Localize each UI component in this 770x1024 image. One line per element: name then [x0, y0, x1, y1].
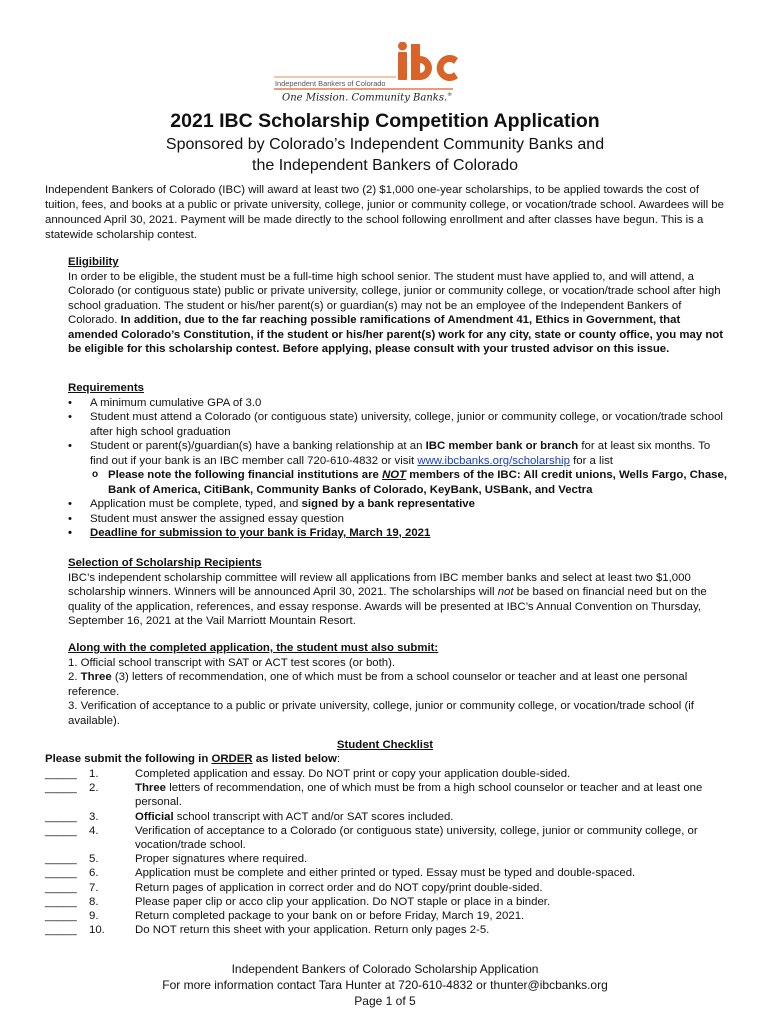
eligibility-heading: Eligibility [68, 256, 119, 268]
checklist-blank[interactable]: _____ [45, 810, 77, 823]
checklist-text: Return pages of application in correct order and do NOT copy/print double-sided. [135, 881, 543, 894]
checklist-item [45, 923, 735, 937]
requirement-item: • Student must attend a Colorado (or contiguous state) university, college, junior or community college, or vocation/trade school after high school graduation [68, 410, 728, 439]
checklist-item [45, 895, 735, 909]
checklist-number: 5. [89, 853, 99, 866]
requirement-subitem: o Please note the following financial institutions are NOT members of the IBC: All credit unions, Wells Fargo, Chase, Bank of America, CitiBank, Community Banks of Colorado, KeyBank, USBank, and Vectra [90, 468, 728, 497]
checklist-item [45, 852, 735, 866]
checklist-number: 1. [89, 768, 99, 780]
page-title: 2021 IBC Scholarship Competition Application [170, 110, 600, 132]
checklist-number: 8. [89, 895, 99, 908]
checklist-item [45, 810, 735, 824]
checklist-text: Official school transcript with ACT and/or SAT scores included. [135, 810, 454, 823]
checklist-text: Application must be complete and either printed or typed. Essay must be typed and double-spaced. [135, 867, 636, 880]
checklist [45, 767, 735, 937]
eligibility-text: In order to be eligible, the student must be a full-time high school senior. The student must have applied to, and will attend, a Colorado (or contiguous state) public or private university, college, junior or community college, or vocation/trade school after high school graduation. The student or his/her parent(s) or guardian(s) may not be an employee of the Independent Bankers of Colorado. In addition, due to the far reaching possible ramifications of Amendment 41, Ethics in Government, that amended Colorado’s Constitution, if the student or his/her parent(s) work for any city, state or county office, you may not be eligible for this scholarship contest. Before applying, please consult with your trusted advisor on this issue. [68, 270, 724, 355]
checklist-number: 4. [89, 824, 99, 837]
checklist-item [45, 767, 735, 781]
logo-tagline: One Mission. Community Banks.® [282, 92, 453, 104]
requirement-item: • Application must be complete, typed, and signed by a bank representative [68, 497, 728, 512]
checklist-item [45, 824, 735, 852]
requirements-list [68, 396, 728, 541]
checklist-number: 6. [89, 867, 99, 880]
logo-org-name: Independent Bankers of Colorado [275, 79, 386, 88]
requirement-item: • Student must answer the assigned essay question [68, 512, 728, 527]
submit-line: 3. Verification of acceptance to a public or private university, college, junior or community college, or vocation/trade school (if available). [68, 700, 694, 727]
requirement-deadline: • Deadline for submission to your bank is Friday, March 19, 2021 [68, 526, 728, 541]
checklist-item [45, 909, 735, 923]
requirements-section [68, 381, 728, 541]
checklist-blank[interactable]: _____ [45, 881, 77, 894]
checklist-blank[interactable]: _____ [45, 924, 77, 937]
footer-page-number: Page 1 of 5 [354, 994, 416, 1008]
intro-paragraph: Independent Bankers of Colorado (IBC) will award at least two (2) $1,000 one-year scholarships, to be applied towards the cost of tuition, fees, and books at a public or private university, college, junior or community college, or vocation/trade school. Awardees will be announced April 30, 2021. Payment will be made directly to the school following enrollment and after classes have begun. This is a statewide scholarship contest. [45, 184, 724, 241]
checklist-number: 10. [89, 924, 105, 937]
submit-line: 2. Three (3) letters of recommendation, one of which must be from a school counselor or teacher and at least one personal reference. [68, 671, 688, 698]
footer-contact: For more information contact Tara Hunter at 720-610-4832 or thunter@ibcbanks.org [162, 978, 608, 992]
ibc-logo [270, 42, 460, 106]
checklist-lead: Please submit the following in ORDER as listed below: [45, 753, 340, 765]
requirements-heading: Requirements [68, 382, 144, 394]
footer-title: Independent Bankers of Colorado Scholarship Application [231, 962, 539, 976]
checklist-text: Verification of acceptance to a Colorado (or contiguous state) university, college, junior or community college, or vocation/trade school. [135, 824, 698, 852]
checklist-blank[interactable]: _____ [45, 768, 77, 780]
checklist-text: Please paper clip or acco clip your application. Do NOT staple or place in a binder. [135, 895, 551, 908]
checklist-text: Proper signatures where required. [135, 853, 308, 866]
checklist-item [45, 866, 735, 880]
page-subtitle: Sponsored by Colorado’s Independent Community Banks and the Independent Bankers of Colorado [165, 136, 605, 174]
checklist-number: 9. [89, 910, 99, 923]
submit-heading: Along with the completed application, the student must also submit: [68, 642, 439, 654]
requirement-item: • Student or parent(s)/guardian(s) have a banking relationship at an IBC member bank or branch for at least six months. To find out if your bank is an IBC member call 720-610-4832 or visit www.ibcbanks.org/scholarship for a list o Please note the following financial institutions are NOT members of the IBC: All credit unions, Wells Fargo, Chase, Bank of America, CitiBank, Community Banks of Colorado, KeyBank, USBank, and Vectra [68, 439, 728, 497]
submit-line: 1. Official school transcript with SAT or ACT test scores (or both). [68, 656, 396, 669]
scholarship-link[interactable]: www.ibcbanks.org/scholarship [417, 454, 570, 467]
selection-heading: Selection of Scholarship Recipients [68, 557, 262, 569]
selection-section [68, 556, 728, 629]
submit-section [68, 641, 728, 728]
checklist-text: Do NOT return this sheet with your application. Return only pages 2-5. [135, 924, 490, 937]
checklist-number: 2. [89, 782, 99, 795]
checklist-blank[interactable]: _____ [45, 895, 77, 908]
checklist-blank[interactable]: _____ [45, 824, 77, 837]
checklist-text: Return completed package to your bank on or before Friday, March 19, 2021. [135, 910, 525, 923]
checklist-blank[interactable]: _____ [45, 853, 77, 866]
checklist-heading: Student Checklist [336, 739, 434, 751]
selection-text: IBC’s independent scholarship committee will review all applications from IBC member banks and select at least two $1,000 scholarship winners. Winners will be announced April 30, 2021. The scholarships will not be based on financial need but on the quality of the application, references, and essay response. Awards will be presented at IBC’s Annual Convention on Thursday, September 16, 2021 at the Vail Marriott Mountain Resort. [68, 571, 707, 627]
checklist-item [45, 881, 735, 895]
checklist-blank[interactable]: _____ [45, 782, 77, 795]
checklist-item [45, 781, 735, 809]
checklist-number: 7. [89, 881, 99, 894]
eligibility-section [68, 255, 728, 357]
requirement-item: • A minimum cumulative GPA of 3.0 [68, 396, 728, 411]
page-footer [0, 961, 770, 1009]
checklist-text: Three letters of recommendation, one of which must be from a high school counselor or teacher and at least one personal. [135, 782, 703, 809]
checklist-text: Completed application and essay. Do NOT print or copy your application double-sided. [135, 768, 571, 780]
checklist-blank[interactable]: _____ [45, 867, 77, 880]
checklist-number: 3. [89, 810, 99, 823]
checklist-blank[interactable]: _____ [45, 910, 77, 923]
